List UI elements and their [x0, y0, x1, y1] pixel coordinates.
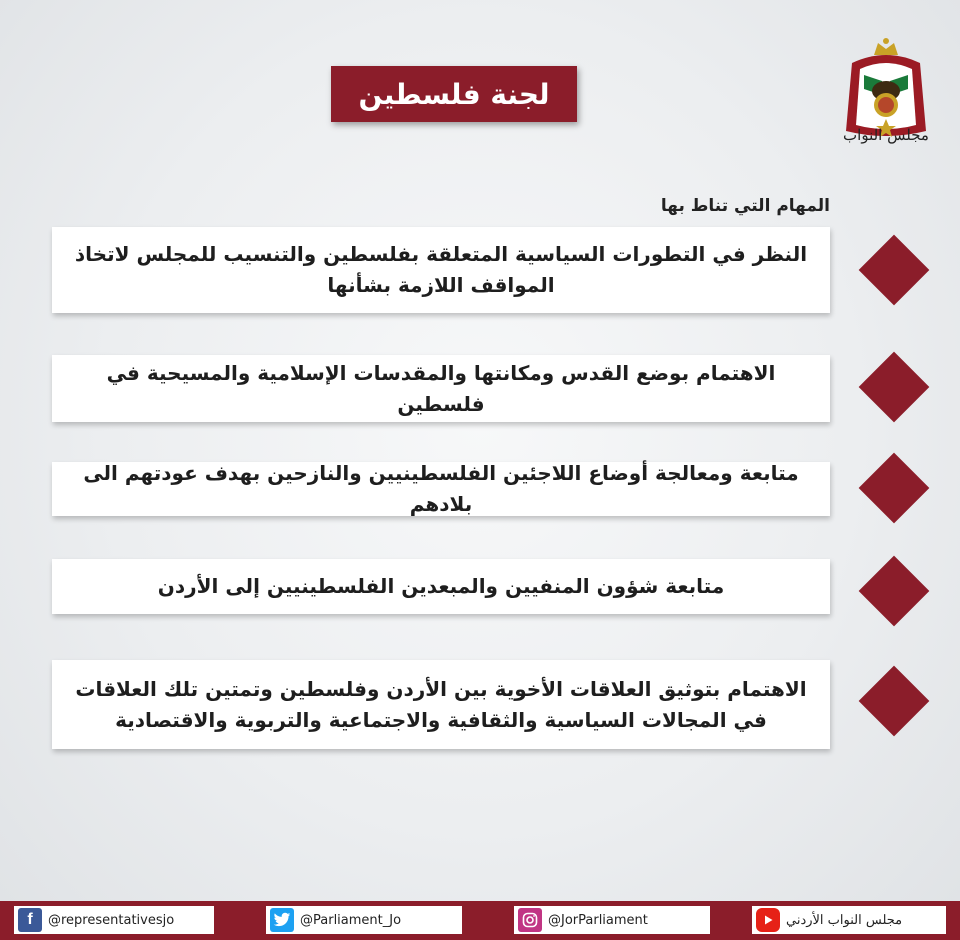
- twitter-link[interactable]: [266, 906, 462, 934]
- youtube-channel: مجلس النواب الأردني: [786, 912, 903, 928]
- task-card: [52, 660, 830, 749]
- task-text: النظر في التطورات السياسية المتعلقة بفلسطين والتنسيب للمجلس لاتخاذ المواقف اللازمة بشأنها: [74, 242, 808, 297]
- task-text: الاهتمام بوضع القدس ومكانتها والمقدسات الإسلامية والمسيحية في فلسطين: [106, 360, 776, 416]
- facebook-link[interactable]: [14, 906, 214, 934]
- page-title: لجنة فلسطين: [331, 66, 577, 122]
- youtube-icon: [756, 908, 780, 932]
- diamond-bullet-icon: [859, 556, 930, 627]
- diamond-bullet-icon: [859, 453, 930, 524]
- instagram-icon: [518, 908, 542, 932]
- task-card: [52, 462, 830, 516]
- task-text: الاهتمام بتوثيق العلاقات الأخوية بين الأردن وفلسطين وتمتين تلك العلاقات في المجالات السياسية والثقافية والاجتماعية والتربوية والاقتصادية: [75, 676, 807, 732]
- instagram-link[interactable]: [514, 906, 710, 934]
- twitter-icon: [270, 908, 294, 932]
- youtube-link[interactable]: [752, 906, 946, 934]
- twitter-handle: @Parliament_Jo: [300, 912, 402, 928]
- task-card: [52, 227, 830, 313]
- diamond-bullet-icon: [859, 666, 930, 737]
- instagram-handle: @JorParliament: [548, 912, 648, 928]
- emblem-caption: مجلس النواب: [843, 126, 929, 144]
- task-card: [52, 559, 830, 614]
- diamond-bullet-icon: [859, 352, 930, 423]
- task-text: متابعة شؤون المنفيين والمبعدين الفلسطينيين إلى الأردن: [157, 574, 725, 598]
- diamond-bullet-icon: [859, 235, 930, 306]
- task-text: متابعة ومعالجة أوضاع اللاجئين الفلسطينيين والنازحين بهدف عودتهم الى بلادهم: [83, 461, 799, 516]
- task-card: [52, 355, 830, 422]
- facebook-icon: f: [18, 908, 42, 932]
- facebook-handle: @representativesjo: [48, 912, 175, 928]
- section-subtitle: المهام التي تناط بها: [660, 196, 830, 216]
